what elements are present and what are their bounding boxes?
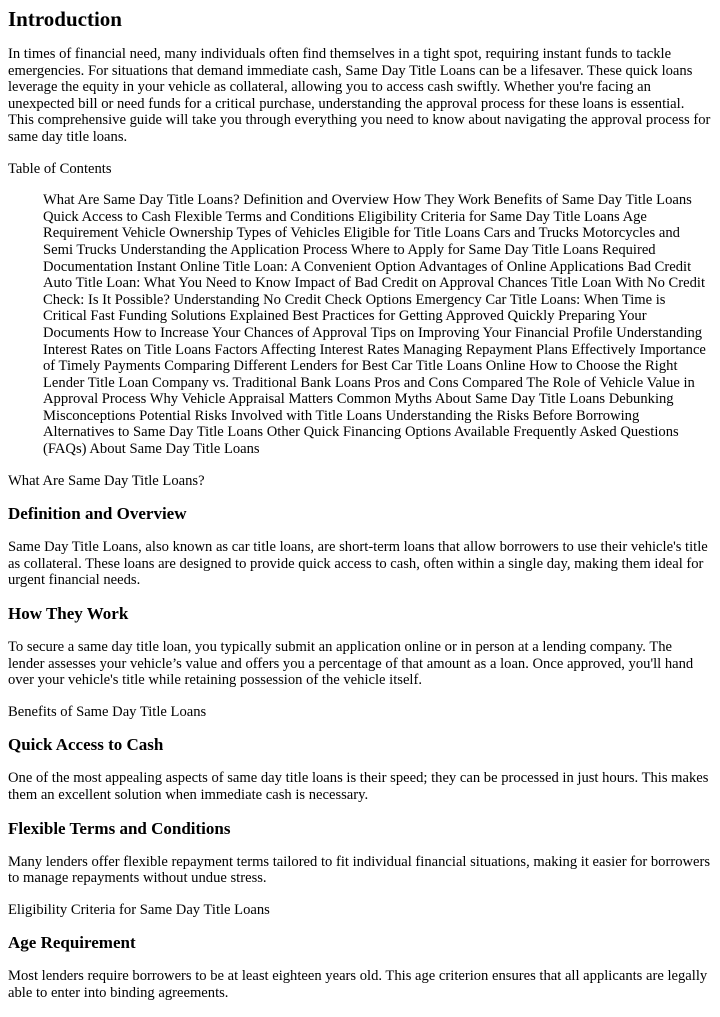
article — [0, 7, 720, 1002]
section-benefits-title: Benefits of Same Day Title Loans — [8, 703, 207, 720]
page-title: Introduction — [8, 7, 122, 31]
how-they-work-paragraph: To secure a same day title loan, you typically submit an application online or in person at a lending company. The lender assesses your vehicle’s value and offers you a percentage of that amount as a loan. Once approved, you'll hand over your vehicle's title while retaining possession of the vehicle itself. — [8, 639, 694, 689]
definition-heading: Definition and Overview — [8, 504, 187, 524]
section-what-are-title: What Are Same Day Title Loans? — [8, 472, 205, 489]
section-eligibility-title: Eligibility Criteria for Same Day Title Loans — [8, 901, 270, 918]
how-they-work-heading: How They Work — [8, 604, 129, 624]
toc-label: Table of Contents — [8, 160, 112, 177]
quick-access-paragraph: One of the most appealing aspects of same day title loans is their speed; they can be processed in just hours. This makes them an excellent solution when immediate cash is necessary. — [8, 770, 709, 803]
definition-paragraph: Same Day Title Loans, also known as car title loans, are short-term loans that allow borrowers to use their vehicle's title as collateral. These loans are designed to provide quick access to cash, often within a single day, making them ideal for urgent financial needs. — [8, 539, 708, 589]
quick-access-heading: Quick Access to Cash — [8, 735, 164, 755]
age-requirement-heading: Age Requirement — [8, 933, 136, 953]
flexible-terms-heading: Flexible Terms and Conditions — [8, 818, 231, 838]
table-of-contents: What Are Same Day Title Loans? Definition and Overview How They Work Benefits of Same Day Title Loans Quick Access to Cash Flexible Terms and Conditions Eligibility Criteria for Same Day Title Loans Age Requirement Vehicle Ownership Types of Vehicles Eligible for Title Loans Cars and Trucks Motorcycles and Semi Trucks Understanding the Application Process Where to Apply for Same Day Title Loans Required Documentation Instant Online Title Loan: A Convenient Option Advantages of Online Applications Bad Credit Auto Title Loan: What You Need to Know Impact of Bad Credit on Approval Chances Title Loan With No Credit Check: Is It Possible? Understanding No Credit Check Options Emergency Car Title Loans: When Time is Critical Fast Funding Solutions Explained Best Practices for Getting Approved Quickly Preparing Your Documents How to Increase Your Chances of Approval Tips on Improving Your Financial Profile Understanding Interest Rates on Title Loans Factors Affecting Interest Rates Managing Repayment Plans Effectively Importance of Timely Payments Comparing Different Lenders for Best Car Title Loans Online How to Choose the Right Lender Title Loan Company vs. Traditional Bank Loans Pros and Cons Compared The Role of Vehicle Value in Approval Process Why Vehicle Appraisal Matters Common Myths About Same Day Title Loans Debunking Misconceptions Potential Risks Involved with Title Loans Understanding the Risks Before Borrowing Alternatives to Same Day Title Loans Other Quick Financing Options Available Frequently Asked Questions (FAQs) About Same Day Title Loans — [43, 192, 706, 458]
flexible-terms-paragraph: Many lenders offer flexible repayment terms tailored to fit individual financial situations, making it easier for borrowers to manage repayments without undue stress. — [8, 853, 711, 887]
intro-paragraph: In times of financial need, many individuals often find themselves in a tight spot, requiring instant funds to tackle emergencies. For situations that demand immediate cash, Same Day Title Loans can be a lifesaver. These quick loans leverage the equity in your vehicle as collateral, allowing you to access cash swiftly. Whether you're facing an unexpected bill or need funds for a critical purchase, understanding the approval process for these loans is essential. This comprehensive guide will take you through everything you need to know about navigating the approval process for same day title loans. — [8, 46, 711, 145]
age-requirement-paragraph: Most lenders require borrowers to be at least eighteen years old. This age criterion ensures that all applicants are legally able to enter into binding agreements. — [8, 968, 708, 1001]
